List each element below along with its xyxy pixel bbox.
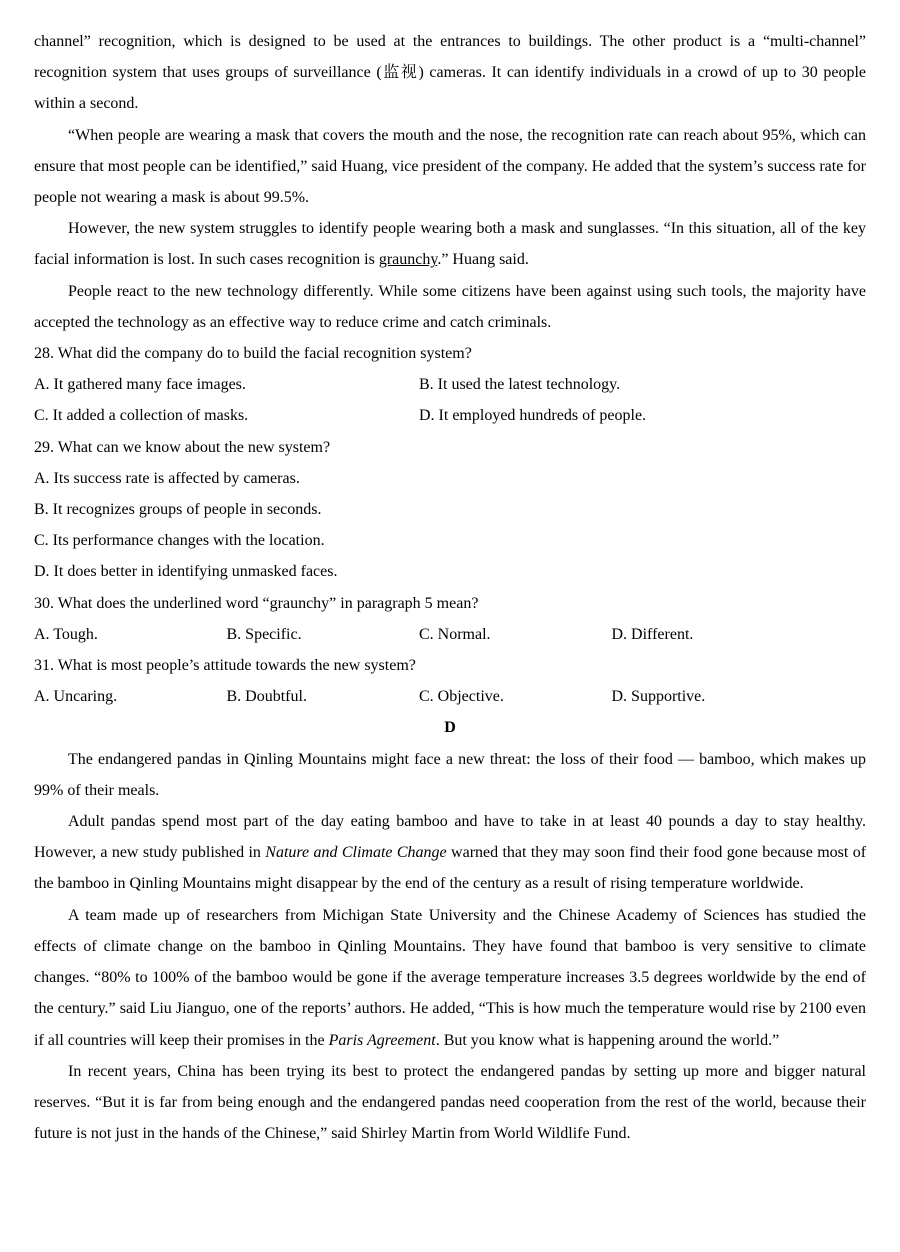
question-29-option-d: D. It does better in identifying unmasked faces. [34, 563, 338, 581]
passage-d-paragraph-2-text-b: warned that they may soon find their food gone because most of the bamboo in Qinling Mountains might disappear by the end of the century as a result of rising temperature worldwide. [34, 844, 867, 893]
question-28-option-d: D. It employed hundreds of people. [419, 407, 647, 425]
question-31-option-a: A. Uncaring. [34, 688, 118, 706]
question-28-options-row-2 [34, 400, 866, 431]
question-30-option-a: A. Tough. [34, 625, 98, 643]
question-29-stem: 29. What can we know about the new system? [34, 438, 331, 456]
passage-c-paragraph-1: channel” recognition, which is designed to be used at the entrances to buildings. The other product is a “multi-channel” recognition system that uses groups of surveillance (监视) cameras. It can identify individuals in a crowd of up to 30 people within a second. [34, 33, 866, 113]
passage-c-paragraph-3-text-b: .” Huang said. [437, 251, 529, 269]
passage-d-paragraph-2-text-a: Adult pandas spend most part of the day eating bamboo and have to take in at least 40 pounds a day to stay healthy. However, a new study published in [34, 813, 866, 862]
question-28-option-c: C. It added a collection of masks. [34, 407, 249, 425]
question-31-stem: 31. What is most people’s attitude towards the new system? [34, 657, 416, 675]
question-30-option-b: B. Specific. [226, 625, 302, 643]
passage-d-paragraph-3-text-b: . But you know what is happening around the world.” [435, 1031, 780, 1049]
underlined-word: graunchy [378, 251, 438, 269]
journal-title: Nature and Climate Change [265, 844, 447, 862]
question-31-options [34, 681, 866, 712]
question-30-option-c: C. Normal. [419, 625, 491, 643]
passage-c-paragraph-4: People react to the new technology differently. While some citizens have been against using such tools, the majority have accepted the technology as an effective way to reduce crime and catch criminals. [34, 282, 866, 331]
agreement-title: Paris Agreement [328, 1031, 436, 1049]
passage-c-paragraph-2: “When people are wearing a mask that covers the mouth and the nose, the recognition rate can reach about 95%, which can ensure that most people can be identified,” said Huang, vice president of the company. He added that the system’s success rate for people not wearing a mask is about 99.5%. [34, 126, 866, 207]
question-31-option-d: D. Supportive. [611, 688, 706, 706]
section-d-title: D [444, 719, 456, 737]
question-29-option-b: B. It recognizes groups of people in seconds. [34, 501, 322, 519]
question-30-option-d: D. Different. [611, 625, 694, 643]
question-28-option-b: B. It used the latest technology. [419, 376, 621, 394]
passage-c-paragraph-3 [34, 213, 866, 275]
passage-d-paragraph-3 [34, 900, 866, 1056]
question-29-option-a: A. Its success rate is affected by cameras. [34, 469, 300, 487]
question-29-option-c: C. Its performance changes with the location. [34, 532, 325, 550]
question-28-option-a: A. It gathered many face images. [34, 376, 246, 394]
passage-c-paragraph-3-text-a: However, the new system struggles to identify people wearing both a mask and sunglasses. “In this situation, all of the key facial information is lost. In such cases recognition is [34, 220, 866, 269]
question-31-option-c: C. Objective. [419, 688, 504, 706]
passage-d-paragraph-3-text-a: A team made up of researchers from Michigan State University and the Chinese Academy of Sciences has studied the effects of climate change on the bamboo in Qinling Mountains. They have found that bamboo is very sensitive to climate changes. “80% to 100% of the bamboo would be gone if the average temperature increases 3.5 degrees worldwide by the end of the century.” said Liu Jianguo, one of the reports’ authors. He added, “This is how much the temperature would rise by 2100 even if all countries will keep their promises in the [34, 906, 866, 1049]
question-28-options-row-1 [34, 369, 866, 400]
passage-d-paragraph-2 [34, 806, 866, 900]
question-30-stem: 30. What does the underlined word “graunchy” in paragraph 5 mean? [34, 594, 479, 612]
question-28-stem: 28. What did the company do to build the facial recognition system? [34, 345, 472, 363]
passage-d-paragraph-1: The endangered pandas in Qinling Mountains might face a new threat: the loss of their food — bamboo, which makes up 99% of their meals. [34, 750, 866, 799]
question-31-option-b: B. Doubtful. [226, 688, 307, 706]
passage-d-paragraph-4: In recent years, China has been trying its best to protect the endangered pandas by setting up more and bigger natural reserves. “But it is far from being enough and the endangered pandas need cooperation from the rest of the world, because their future is not just in the hands of the Chinese,” said Shirley Martin from World Wildlife Fund. [34, 1062, 866, 1143]
question-30-options [34, 619, 866, 650]
exam-page [34, 26, 866, 1149]
